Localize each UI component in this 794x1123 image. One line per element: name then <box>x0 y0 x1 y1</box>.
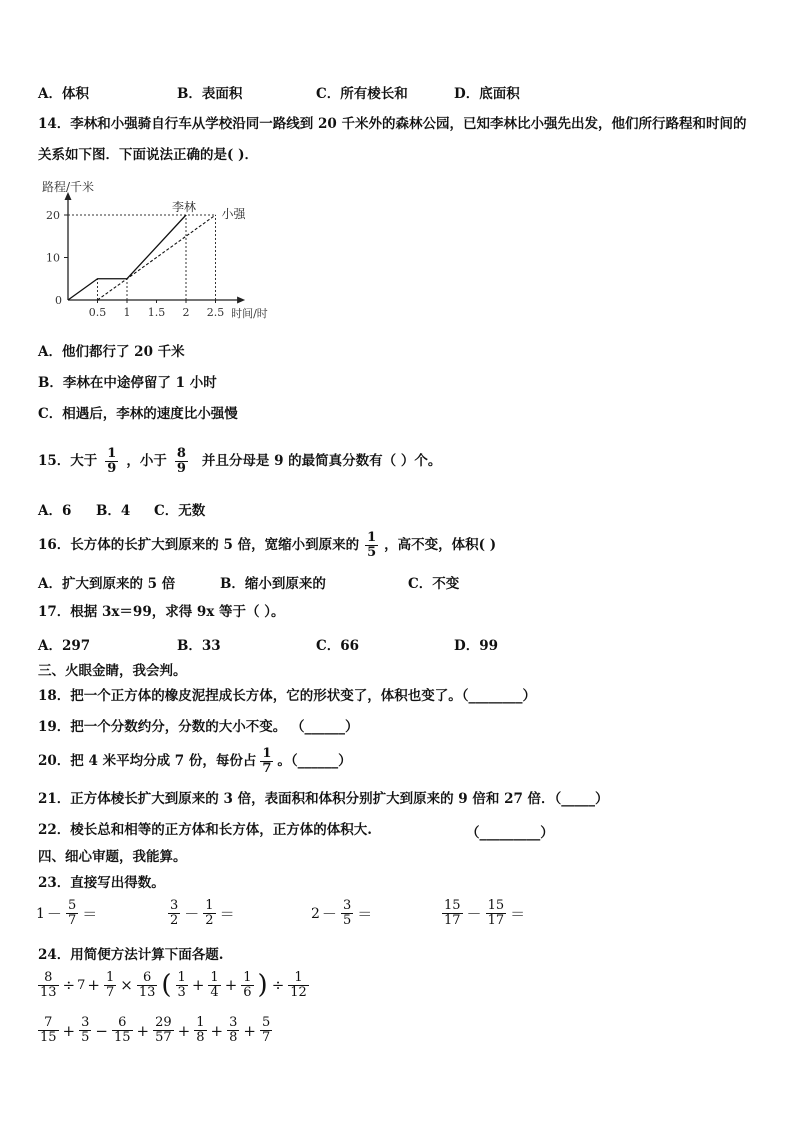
denominator: 7 <box>105 984 115 1000</box>
denominator: 13 <box>138 984 156 1000</box>
fraction <box>112 1016 133 1045</box>
numerator: 3 <box>81 1015 90 1030</box>
denominator: 7 <box>262 760 272 776</box>
numerator: 1 <box>205 898 214 913</box>
q16-prefix: 16．长方体的长扩大到原来的 5 倍，宽缩小到原来的 <box>38 537 360 553</box>
numerator: 1 <box>367 529 377 545</box>
fraction <box>241 971 253 1000</box>
q20-prefix: 20．把 4 米平均分成 7 份，每份占 <box>38 753 257 769</box>
q13-option-c: C．所有棱长和 <box>316 86 408 102</box>
fraction <box>194 1016 206 1045</box>
fraction <box>153 1016 174 1045</box>
fraction <box>66 899 78 928</box>
operator: － <box>184 905 200 923</box>
operator: ÷ <box>271 976 285 994</box>
q15-option-a: A．6 <box>38 503 72 519</box>
numerator: 1 <box>196 1015 205 1030</box>
q16-fraction <box>365 531 378 560</box>
q17-option-a: A．297 <box>38 638 91 654</box>
numerator: 1 <box>107 445 117 461</box>
right-paren: ) <box>257 970 268 1000</box>
denominator: 2 <box>205 913 214 928</box>
numerator: 5 <box>67 898 77 913</box>
denominator: 4 <box>210 984 219 1000</box>
numerator: 8 <box>44 969 53 985</box>
fraction <box>486 899 507 928</box>
operator: － <box>321 905 337 923</box>
q22-answer-blank: （_________） <box>466 825 554 841</box>
q15-option-b: B．4 <box>96 503 131 519</box>
fraction <box>79 1016 91 1045</box>
numerator: 3 <box>342 898 352 913</box>
q13-option-d: D．底面积 <box>454 86 520 102</box>
series-xiaoqiang-line <box>98 215 216 300</box>
fraction <box>104 971 116 1000</box>
fraction <box>168 899 180 928</box>
q19-text: 19．把一个分数约分，分数的大小不变。 （______） <box>38 719 359 735</box>
numerator: 1 <box>105 969 115 985</box>
y-axis-label: 路程/千米 <box>42 180 95 194</box>
denominator: 8 <box>196 1030 205 1045</box>
operator: － <box>466 905 482 923</box>
operator: － <box>46 905 62 923</box>
fraction <box>38 971 59 1000</box>
numerator: 8 <box>176 445 186 461</box>
operator: ÷ <box>62 976 76 994</box>
fraction <box>38 1016 59 1045</box>
denominator: 7 <box>67 913 77 928</box>
x-axis-arrow <box>237 297 245 304</box>
q23-item-3 <box>311 899 374 928</box>
denominator: 17 <box>444 913 461 928</box>
numerator: 1 <box>177 969 186 985</box>
denominator: 12 <box>290 984 307 1000</box>
q20-fraction <box>260 747 273 776</box>
numerator: 3 <box>229 1015 238 1030</box>
equals: ＝ <box>82 905 98 923</box>
fraction <box>176 971 188 1000</box>
q23-item-1 <box>36 899 99 928</box>
q14-option-a: A．他们都行了 20 千米 <box>38 344 185 360</box>
fraction <box>208 971 220 1000</box>
fraction <box>288 971 309 1000</box>
q14-text-line1: 14．李林和小强骑自行车从学校沿同一路线到 20 千米外的森林公园，已知李林比小强先出发，他们所行路程和时间的 <box>38 116 747 132</box>
q22-text: 22．棱长总和相等的正方体和长方体，正方体的体积大. <box>38 822 372 838</box>
x-axis-label: 时间/时 <box>231 307 268 320</box>
denominator: 5 <box>367 544 377 560</box>
fraction <box>341 899 353 928</box>
q15-mid: ，小于 <box>126 453 167 469</box>
x-tick-label: 2 <box>182 306 190 319</box>
q15-fraction-2 <box>175 447 188 476</box>
q24-text: 24．用简便方法计算下面各题. <box>38 947 224 963</box>
q14-text-line2: 关系如下图．下面说法正确的是( )． <box>38 147 258 163</box>
operator: + <box>177 1021 191 1040</box>
y-tick-label: 10 <box>46 251 60 265</box>
q17-option-c: C．66 <box>316 638 360 654</box>
q24-expression-1 <box>36 970 311 1000</box>
q14-option-c: C．相遇后，李林的速度比小强慢 <box>38 406 238 422</box>
integer: 1 <box>36 905 45 922</box>
q16-option-c: C．不变 <box>408 576 460 592</box>
x-tick-label: 0.5 <box>88 306 107 319</box>
denominator: 15 <box>40 1030 57 1045</box>
denominator: 57 <box>155 1030 172 1045</box>
operator: + <box>224 976 238 994</box>
denominator: 15 <box>113 1030 131 1045</box>
fraction <box>203 899 215 928</box>
q13-option-a: A．体积 <box>38 86 89 102</box>
operator: + <box>62 1021 76 1040</box>
q18-text: 18．把一个正方体的橡皮泥捏成长方体，它的形状变了，体积也变了。（________） <box>38 688 537 704</box>
numerator: 1 <box>210 969 219 985</box>
denominator: 17 <box>487 913 505 928</box>
section-4-heading: 四、细心审题，我能算。 <box>38 849 187 865</box>
denominator: 5 <box>81 1030 90 1045</box>
q15-fraction-1 <box>105 447 118 476</box>
x-tick-label: 1.5 <box>147 306 166 319</box>
numerator: 7 <box>44 1015 53 1030</box>
numerator: 3 <box>170 898 179 913</box>
fraction <box>137 971 158 1000</box>
operator: + <box>210 1021 224 1040</box>
q23-item-2 <box>166 899 237 928</box>
q20-text <box>38 743 352 779</box>
integer: 2 <box>311 905 320 922</box>
q16-option-a: A．扩大到原来的 5 倍 <box>38 576 176 592</box>
numerator: 1 <box>262 745 272 761</box>
q23-item-4 <box>440 899 527 928</box>
denominator: 6 <box>243 984 252 1000</box>
q14-option-b: B．李林在中途停留了 1 小时 <box>38 375 217 391</box>
denominator: 13 <box>40 984 57 1000</box>
operator: + <box>243 1021 256 1040</box>
denominator: 8 <box>229 1030 238 1045</box>
q20-suffix: 。（______） <box>277 753 352 769</box>
q17-option-d: D．99 <box>454 638 498 654</box>
numerator: 6 <box>142 969 152 985</box>
q15-text <box>38 443 441 479</box>
series-xiaoqiang-label: 小强 <box>221 207 246 221</box>
numerator: 15 <box>487 898 505 913</box>
equals: ＝ <box>510 905 526 923</box>
q16-option-b: B．缩小到原来的 <box>220 576 326 592</box>
operator: + <box>136 1021 150 1040</box>
q17-text: 17．根据 3x＝99，求得 9x 等于（ ）。 <box>38 604 285 620</box>
q16-text <box>38 527 496 563</box>
numerator: 1 <box>243 969 252 985</box>
denominator: 7 <box>261 1030 271 1045</box>
x-tick-label: 2.5 <box>206 306 225 319</box>
fraction <box>227 1016 239 1045</box>
q21-text: 21．正方体棱长扩大到原来的 3 倍，表面积和体积分别扩大到原来的 9 倍和 27 倍．（_____） <box>38 791 609 807</box>
q23-text: 23．直接写出得数。 <box>38 875 165 891</box>
left-paren: ( <box>161 970 172 1000</box>
operator: × <box>120 976 133 994</box>
denominator: 9 <box>176 460 186 476</box>
y-tick-label: 0 <box>55 294 62 307</box>
q16-suffix: ，高不变，体积( ) <box>384 537 497 553</box>
section-3-heading: 三、火眼金睛，我会判。 <box>38 663 187 679</box>
y-tick-label: 20 <box>46 209 60 222</box>
denominator: 2 <box>170 913 179 928</box>
numerator: 6 <box>118 1015 127 1030</box>
numerator: 15 <box>444 898 461 913</box>
numerator: 1 <box>294 969 303 985</box>
operator: − <box>95 1021 108 1040</box>
q24-expression-2 <box>36 1016 274 1045</box>
denominator: 9 <box>107 460 117 476</box>
denominator: 3 <box>177 984 186 1000</box>
numerator: 5 <box>261 1015 271 1030</box>
distance-time-chart <box>30 175 290 325</box>
q17-option-b: B．33 <box>177 638 221 654</box>
q13-option-b: B．表面积 <box>177 86 243 102</box>
q15-suffix: 并且分母是 9 的最简真分数有（ ）个。 <box>201 453 442 469</box>
fraction <box>260 1016 272 1045</box>
operator: + <box>87 976 100 994</box>
q15-prefix: 15．大于 <box>38 453 98 469</box>
operator: + <box>191 976 205 994</box>
q15-option-c: C．无数 <box>154 503 206 519</box>
numerator: 29 <box>155 1015 172 1030</box>
x-tick-label: 1 <box>123 306 131 319</box>
integer: 7 <box>77 977 86 993</box>
fraction <box>442 899 463 928</box>
equals: ＝ <box>219 905 235 923</box>
series-lilin-label: 李林 <box>172 200 197 214</box>
denominator: 5 <box>342 913 352 928</box>
equals: ＝ <box>357 905 373 923</box>
